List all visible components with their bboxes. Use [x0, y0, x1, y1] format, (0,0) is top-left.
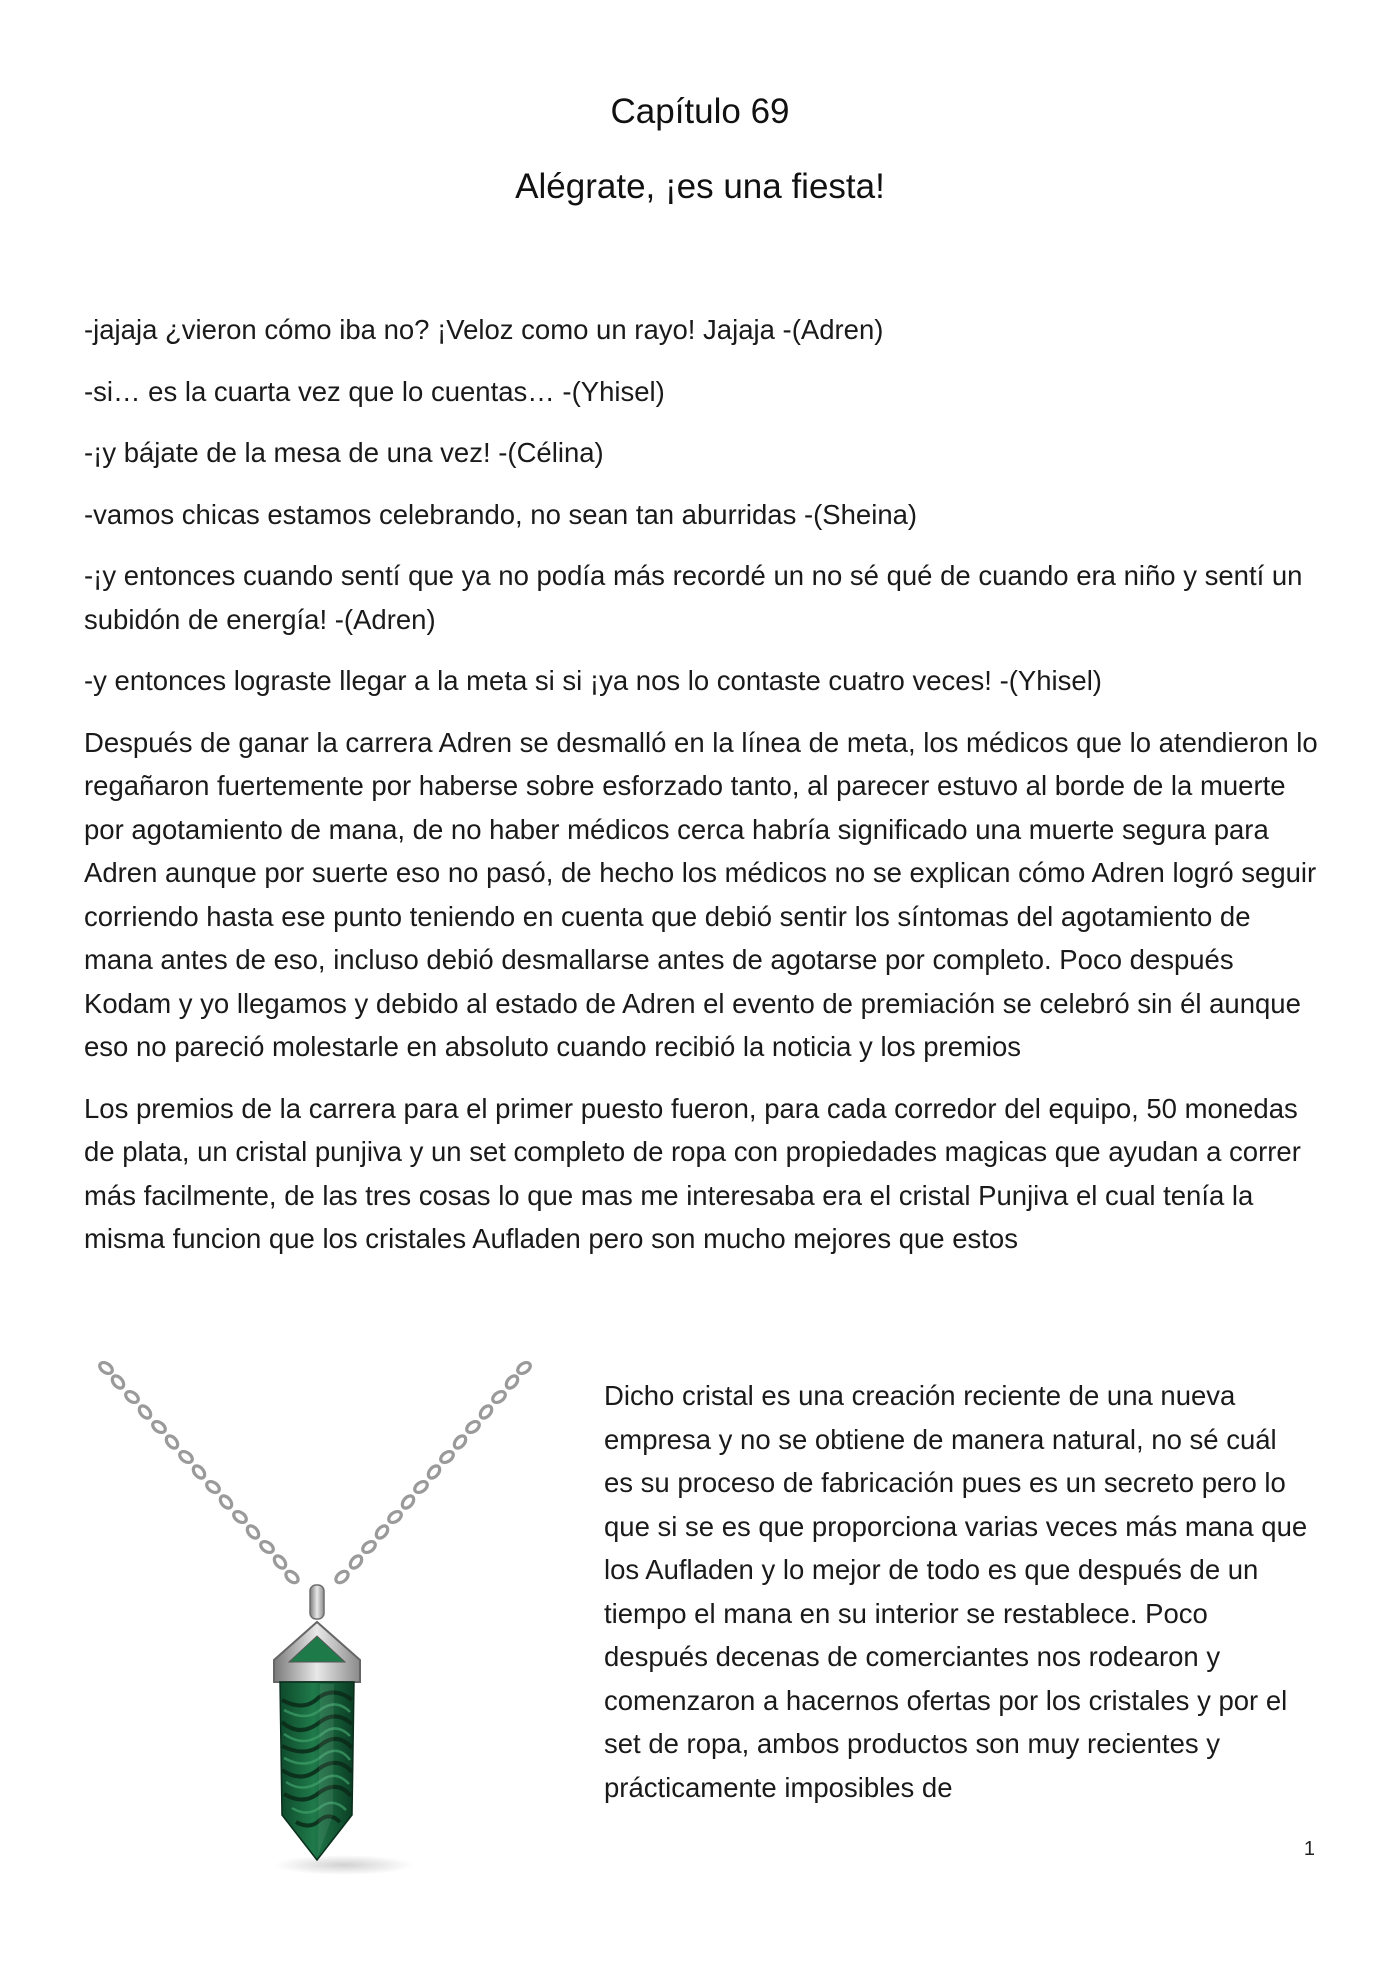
body-text [84, 308, 1320, 1279]
chapter-title: Capítulo 69 [610, 92, 790, 131]
image-with-text-block [84, 1360, 1320, 1880]
paragraph: Después de ganar la carrera Adren se desmalló en la línea de meta, los médicos que lo atendieron lo regañaron fuertemente por haberse sobre esforzado tanto, al parecer estuvo al borde de la muerte por agotamiento de mana, de no haber médicos cerca habría significado una muerte segura para Adren aunque por suerte eso no pasó, de hecho los médicos no se explican cómo Adren logró seguir corriendo hasta ese punto teniendo en cuenta que debió sentir los síntomas del agotamiento de mana antes de eso, incluso debió desmallarse antes de agotarse por completo. Poco después Kodam y yo llegamos y debido al estado de Adren el evento de premiación se celebró sin él aunque eso no pareció molestarle en absoluto cuando recibió la noticia y los premios [84, 726, 1318, 1062]
paragraph: -¡y entonces cuando sentí que ya no podía más recordé un no sé qué de cuando era niño y sentí un subidón de energía! -(Adren) [84, 560, 1303, 635]
paragraph: -si… es la cuarta vez que lo cuentas… -(Yhisel) [84, 375, 665, 407]
paragraph: -y entonces lograste llegar a la meta si si ¡ya nos lo contaste cuatro veces! -(Yhisel) [84, 665, 1102, 696]
chapter-subtitle: Alégrate, ¡es una fiesta! [515, 167, 885, 206]
page-number: 1 [1303, 1838, 1315, 1860]
crystal-pendant-necklace-icon [84, 1360, 554, 1880]
paragraph: -jajaja ¿vieron cómo iba no? ¡Veloz como un rayo! Jajaja -(Adren) [84, 314, 884, 345]
paragraph: -¡y bájate de la mesa de una vez! -(Célina) [84, 437, 604, 468]
side-paragraph: Dicho cristal es una creación reciente de una nueva empresa y no se obtiene de manera natural, no sé cuál es su proceso de fabricación pues es un secreto pero lo que si se es que proporciona varias veces más mana que los Aufladen y lo mejor de todo es que después de un tiempo el mana en su interior se restablece. Poco después decenas de comerciantes nos rodearon y comenzaron a hacernos ofertas por los cristales y por el set de ropa, ambos productos son muy recientes y prácticamente imposibles de [604, 1380, 1308, 1803]
paragraph: -vamos chicas estamos celebrando, no sean tan aburridas -(Sheina) [84, 498, 918, 530]
paragraph: Los premios de la carrera para el primer puesto fueron, para cada corredor del equipo, 50 monedas de plata, un cristal punjiva y un set completo de ropa con propiedades magicas que ayudan a correr más facilmente, de las tres cosas lo que mas me interesaba era el cristal Punjiva el cual tenía la misma funcion que los cristales Aufladen pero son mucho mejores que estos [84, 1092, 1301, 1254]
